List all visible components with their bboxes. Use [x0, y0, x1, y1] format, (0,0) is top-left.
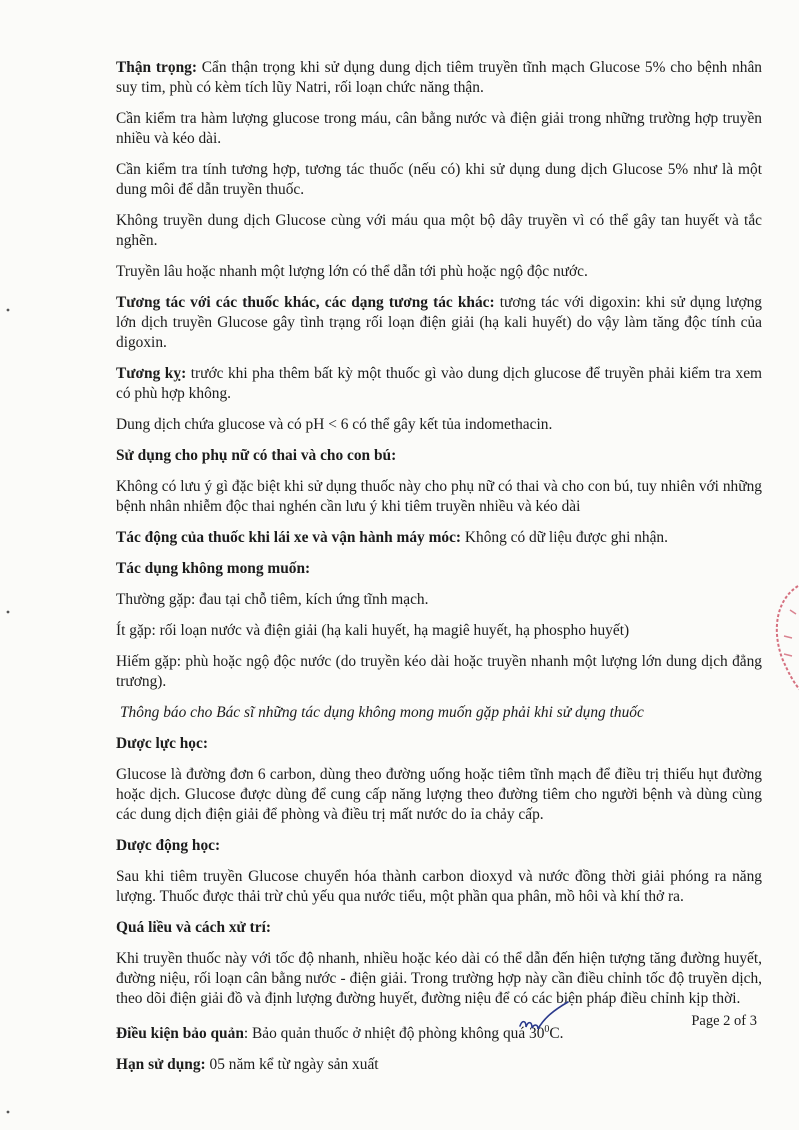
paragraph-tuong-tac: Tương tác với các thuốc khác, các dạng tương tác khác: tương tác với digoxin: khi sử dụng lượng lớn dịch truyền Glucose gây tình trạng rối loạn điện giải (hạ kali huyết) do vậy làm tăng độc tính của digoxin. — [116, 294, 762, 351]
heading-duoc-dong-hoc: Dược động học: — [116, 837, 221, 854]
heading-phu-nu-co-thai: Sử dụng cho phụ nữ có thai và cho con bú: — [116, 447, 397, 464]
paragraph-lai-xe: Tác động của thuốc khi lái xe và vận hành máy móc: Không có dữ liệu được ghi nhận. — [116, 529, 668, 546]
label-tuong-tac: Tương tác với các thuốc khác, các dạng tương tác khác: — [116, 294, 495, 311]
paragraph-it-gap: Ít gặp: rối loạn nước và điện giải (hạ kali huyết, hạ magiê huyết, hạ phospho huyết) — [116, 622, 630, 639]
label-than-trong: Thận trọng: — [116, 59, 197, 76]
paragraph-bao-quan: Điều kiện bảo quản: Bảo quản thuốc ở nhiệt độ phòng không quá $30^0C$. — [116, 1024, 564, 1043]
paragraph-qua-lieu: Khi truyền thuốc này với tốc độ nhanh, nhiều hoặc kéo dài có thể dẫn đến hiện tượng tăng đường huyết, đường niệu, rối loạn cân bằng nước - điện giải. Trong trường hợp này cần điều chỉnh tốc độ truyền dịch, theo dõi điện giải đồ và định lượng đường huyết, đường niệu để có các biện pháp điều chỉnh kịp thời. — [116, 950, 762, 1007]
paragraph-kiem-tra-glucose: Cần kiểm tra hàm lượng glucose trong máu, cân bằng nước và điện giải trong những trường hợp truyền nhiều và kéo dài. — [116, 110, 762, 147]
label-tuong-ky: Tương kỵ: — [116, 365, 187, 382]
paragraph-phu-nu-co-thai: Không có lưu ý gì đặc biệt khi sử dụng thuốc này cho phụ nữ có thai và cho con bú, tuy nhiên với những bệnh nhân nhiễm độc thai nghén cần lưu ý khi tiêm truyền nhiều và kéo dài — [116, 478, 762, 515]
scan-edge — [4, 0, 12, 1130]
heading-tac-dung-khong-mong-muon: Tác dụng không mong muốn: — [116, 560, 311, 577]
label-lai-xe: Tác động của thuốc khi lái xe và vận hành máy móc: — [116, 529, 462, 546]
heading-qua-lieu: Quá liều và cách xử trí: — [116, 919, 272, 936]
paragraph-tuong-ky: Tương kỵ: trước khi pha thêm bất kỳ một thuốc gì vào dung dịch glucose để truyền phải kiểm tra xem có phù hợp không. — [116, 365, 762, 402]
label-bao-quan: Điều kiện bảo quản — [116, 1025, 244, 1043]
page-number: Page 2 of 3 — [691, 1013, 757, 1029]
paragraph-thuong-gap: Thường gặp: đau tại chỗ tiêm, kích ứng tĩnh mạch. — [116, 591, 429, 608]
document-body — [116, 58, 762, 1086]
paragraph-han-su-dung: Hạn sử dụng: 05 năm kể từ ngày sản xuất — [116, 1056, 379, 1074]
paragraph-duoc-dong-hoc: Sau khi tiêm truyền Glucose chuyển hóa thành carbon dioxyd và nước đồng thời giải phóng ra năng lượng. Thuốc được thải trừ chủ yếu qua nước tiểu, một phần qua phân, mồ hôi và khí thở ra. — [116, 868, 762, 905]
paragraph-than-trong: Thận trọng: Cẩn thận trọng khi sử dụng dung dịch tiêm truyền tĩnh mạch Glucose 5% cho bệnh nhân suy tim, phù có kèm tích lũy Natri, rối loạn chức năng thận. — [116, 59, 762, 96]
heading-duoc-luc-hoc: Dược lực học: — [116, 735, 208, 752]
paragraph-hiem-gap: Hiếm gặp: phù hoặc ngộ độc nước (do truyền kéo dài hoặc truyền nhanh một lượng lớn dung dịch đẳng trương). — [116, 653, 762, 690]
label-han-su-dung: Hạn sử dụng: — [116, 1056, 206, 1074]
paragraph-tuong-hop: Cần kiểm tra tính tương hợp, tương tác thuốc (nếu có) khi sử dụng dung dịch Glucose 5% như là một dung môi để dẫn truyền thuốc. — [116, 161, 762, 198]
paragraph-duoc-luc-hoc: Glucose là đường đơn 6 carbon, dùng theo đường uống hoặc tiêm tĩnh mạch để điều trị thiếu hụt đường hoặc dịch. Glucose được dùng để cung cấp năng lượng theo đường tiêm cho người bệnh và dùng cùng các dung dịch điện giải để phòng và điều trị mất nước do ỉa chảy cấp. — [116, 766, 762, 823]
paragraph-truyen-lau: Truyền lâu hoặc nhanh một lượng lớn có thể dẫn tới phù hoặc ngộ độc nước. — [116, 263, 588, 280]
paragraph-thong-bao: Thông báo cho Bác sĩ những tác dụng không mong muốn gặp phải khi sử dụng thuốc — [120, 704, 644, 721]
stamp-mark — [762, 580, 799, 700]
paragraph-ph: Dung dịch chứa glucose và có pH < 6 có thể gây kết tủa indomethacin. — [116, 416, 553, 433]
signature-mark — [516, 1000, 572, 1040]
paragraph-khong-truyen-mau: Không truyền dung dịch Glucose cùng với máu qua một bộ dây truyền vì có thể gây tan huyết và tắc nghẽn. — [116, 212, 762, 249]
